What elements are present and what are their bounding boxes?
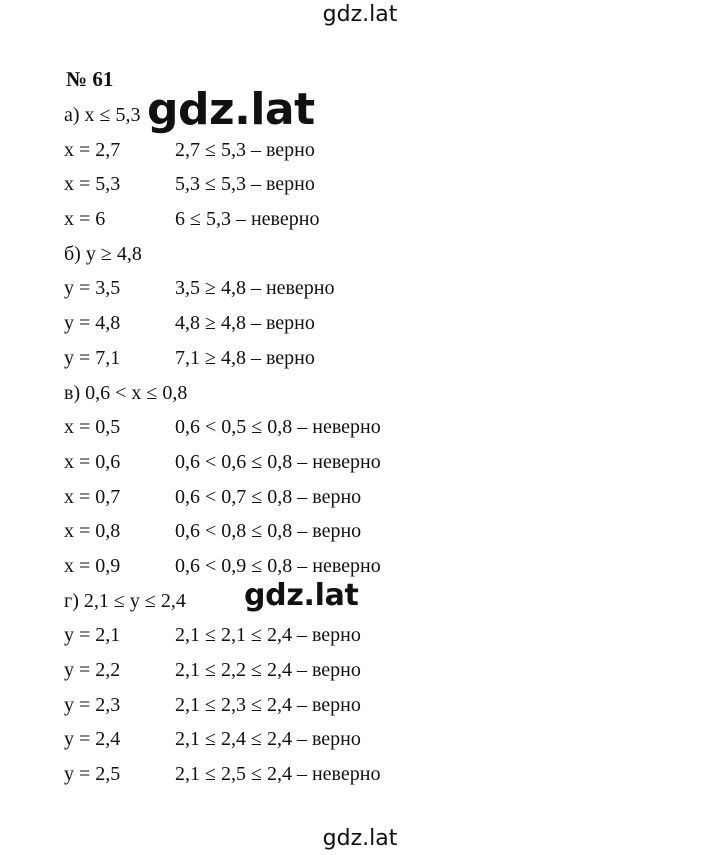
watermark-middle: gdz.lat bbox=[244, 578, 359, 613]
row-value: x = 0,9 bbox=[64, 554, 121, 577]
row-check: 2,1 ≤ 2,2 ≤ 2,4 – верно bbox=[175, 659, 361, 681]
solution-row bbox=[64, 445, 664, 480]
row-check: 7,1 ≥ 4,8 – верно bbox=[175, 346, 315, 369]
row-check: 5,3 ≤ 5,3 – верно bbox=[175, 173, 315, 196]
section-heading: а) x ≤ 5,3 bbox=[64, 104, 141, 126]
row-value: y = 2,2 bbox=[64, 659, 121, 681]
solution-row bbox=[64, 271, 664, 306]
solution-row bbox=[64, 202, 664, 237]
solution-row bbox=[64, 341, 664, 376]
solution-content bbox=[64, 98, 664, 792]
solution-row bbox=[64, 618, 664, 653]
row-value: x = 0,5 bbox=[64, 416, 121, 439]
row-value: x = 0,8 bbox=[64, 520, 121, 543]
solution-row bbox=[64, 757, 664, 792]
row-check: 6 ≤ 5,3 – неверно bbox=[175, 208, 320, 231]
solution-row bbox=[64, 514, 664, 549]
row-value: y = 2,4 bbox=[64, 728, 121, 751]
solution-row bbox=[64, 480, 664, 515]
row-check: 2,1 ≤ 2,3 ≤ 2,4 – верно bbox=[175, 693, 361, 716]
row-check: 0,6 < 0,6 ≤ 0,8 – неверно bbox=[175, 450, 381, 473]
row-value: y = 2,3 bbox=[64, 693, 121, 716]
row-check: 0,6 < 0,9 ≤ 0,8 – неверно bbox=[175, 554, 381, 577]
row-value: x = 0,6 bbox=[64, 450, 121, 473]
row-value: y = 3,5 bbox=[64, 277, 121, 300]
row-value: y = 7,1 bbox=[64, 346, 121, 369]
row-check: 0,6 < 0,7 ≤ 0,8 – верно bbox=[175, 485, 362, 508]
row-check: 2,7 ≤ 5,3 – верно bbox=[175, 138, 315, 161]
row-value: x = 2,7 bbox=[64, 138, 121, 161]
row-value: y = 4,8 bbox=[64, 312, 121, 335]
row-value: x = 6 bbox=[64, 208, 106, 231]
row-check: 3,5 ≥ 4,8 – неверно bbox=[175, 277, 335, 300]
row-check: 2,1 ≤ 2,4 ≤ 2,4 – верно bbox=[175, 728, 361, 751]
row-value: x = 5,3 bbox=[64, 173, 121, 196]
section-heading: б) y ≥ 4,8 bbox=[64, 242, 142, 265]
row-value: y = 2,1 bbox=[64, 624, 121, 647]
section-heading-g bbox=[64, 584, 664, 619]
section-heading-b bbox=[64, 237, 664, 272]
solution-row bbox=[64, 410, 664, 445]
row-check: 2,1 ≤ 2,5 ≤ 2,4 – неверно bbox=[175, 763, 381, 786]
row-check: 0,6 < 0,8 ≤ 0,8 – верно bbox=[175, 520, 362, 543]
watermark-bottom: gdz.lat bbox=[322, 826, 398, 851]
section-heading: в) 0,6 < x ≤ 0,8 bbox=[64, 381, 188, 404]
solution-row bbox=[64, 306, 664, 341]
solution-row bbox=[64, 653, 664, 688]
watermark-top: gdz.lat bbox=[322, 2, 398, 27]
section-heading: г) 2,1 ≤ y ≤ 2,4 bbox=[64, 589, 186, 612]
row-value: y = 2,5 bbox=[64, 763, 121, 786]
exercise-number: № 61 bbox=[66, 67, 114, 91]
solution-row bbox=[64, 549, 664, 584]
section-heading-v bbox=[64, 376, 664, 411]
solution-row bbox=[64, 167, 664, 202]
row-check: 2,1 ≤ 2,1 ≤ 2,4 – верно bbox=[175, 624, 361, 647]
watermark-large: gdz.lat bbox=[147, 84, 315, 135]
solution-row bbox=[64, 133, 664, 168]
solution-row bbox=[64, 722, 664, 757]
row-check: 4,8 ≥ 4,8 – верно bbox=[175, 312, 315, 335]
solution-row bbox=[64, 688, 664, 723]
row-value: x = 0,7 bbox=[64, 485, 121, 508]
row-check: 0,6 < 0,5 ≤ 0,8 – неверно bbox=[175, 416, 381, 439]
